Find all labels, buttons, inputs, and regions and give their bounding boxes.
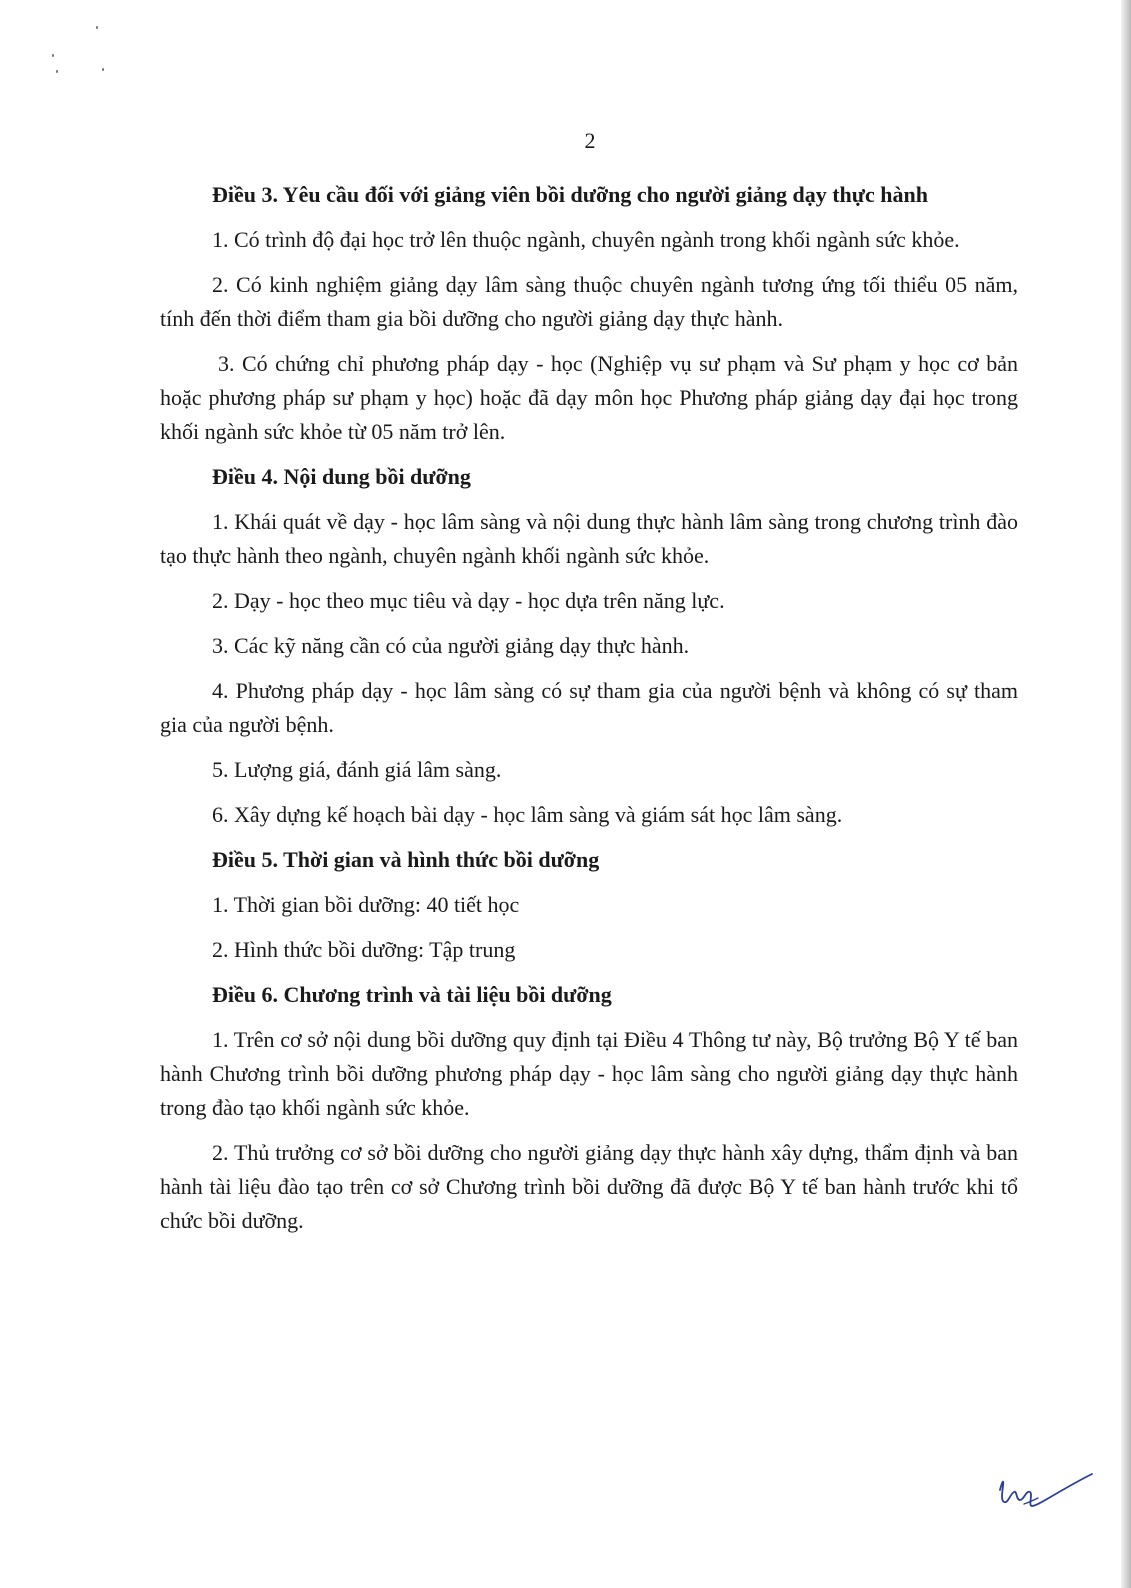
scan-speck [102,68,104,71]
initials-signature [990,1460,1100,1520]
scan-edge-shadow [1121,0,1131,1588]
scan-speck [52,54,54,57]
article-4-clause-3: 3. Các kỹ năng cần có của người giảng dạy thực hành. [212,633,690,658]
article-4-clause-1: 1. Khái quát về dạy - học lâm sàng và nội dung thực hành lâm sàng trong chương trình đào tạo thực hành theo ngành, chuyên ngành khối ngành sức khỏe. [160,509,1018,568]
article-3-heading: Điều 3. Yêu cầu đối với giảng viên bồi dưỡng cho người giảng dạy thực hành [212,182,928,207]
article-6-clause-1: 1. Trên cơ sở nội dung bồi dưỡng quy định tại Điều 4 Thông tư này, Bộ trưởng Bộ Y tế ban hành Chương trình bồi dưỡng phương pháp dạy - học lâm sàng cho người giảng dạy thực hành trong đào tạo khối ngành sức khỏe. [160,1027,1018,1120]
article-4-heading: Điều 4. Nội dung bồi dưỡng [212,464,471,489]
article-3-clause-3: 3. Có chứng chỉ phương pháp dạy - học (Nghiệp vụ sư phạm và Sư phạm y học cơ bản hoặc phương pháp sư phạm y học) hoặc đã dạy môn học Phương pháp giảng dạy đại học trong khối ngành sức khỏe từ 05 năm trở lên. [160,351,1018,444]
document-body [160,178,1018,1249]
article-6-heading: Điều 6. Chương trình và tài liệu bồi dưỡng [212,982,612,1007]
article-3-clause-1: 1. Có trình độ đại học trở lên thuộc ngành, chuyên ngành trong khối ngành sức khỏe. [212,227,960,252]
article-4-clause-4: 4. Phương pháp dạy - học lâm sàng có sự tham gia của người bệnh và không có sự tham gia của người bệnh. [160,678,1018,737]
article-4-clause-5: 5. Lượng giá, đánh giá lâm sàng. [212,757,502,782]
article-4-clause-2: 2. Dạy - học theo mục tiêu và dạy - học dựa trên năng lực. [212,588,725,613]
scan-speck [96,26,98,29]
article-5-heading: Điều 5. Thời gian và hình thức bồi dưỡng [212,847,600,872]
article-5-clause-2: 2. Hình thức bồi dưỡng: Tập trung [212,937,516,962]
article-4-clause-6: 6. Xây dựng kế hoạch bài dạy - học lâm sàng và giám sát học lâm sàng. [212,802,843,827]
article-6-clause-2: 2. Thủ trưởng cơ sở bồi dưỡng cho người giảng dạy thực hành xây dựng, thẩm định và ban hành tài liệu đào tạo trên cơ sở Chương trình bồi dưỡng đã được Bộ Y tế ban hành trước khi tổ chức bồi dưỡng. [160,1140,1018,1233]
page-number: 2 [584,128,596,153]
article-3-clause-2: 2. Có kinh nghiệm giảng dạy lâm sàng thuộc chuyên ngành tương ứng tối thiểu 05 năm, tính đến thời điểm tham gia bồi dưỡng cho người giảng dạy thực hành. [160,272,1018,331]
article-5-clause-1: 1. Thời gian bồi dưỡng: 40 tiết học [212,892,520,917]
scan-speck [56,70,58,73]
